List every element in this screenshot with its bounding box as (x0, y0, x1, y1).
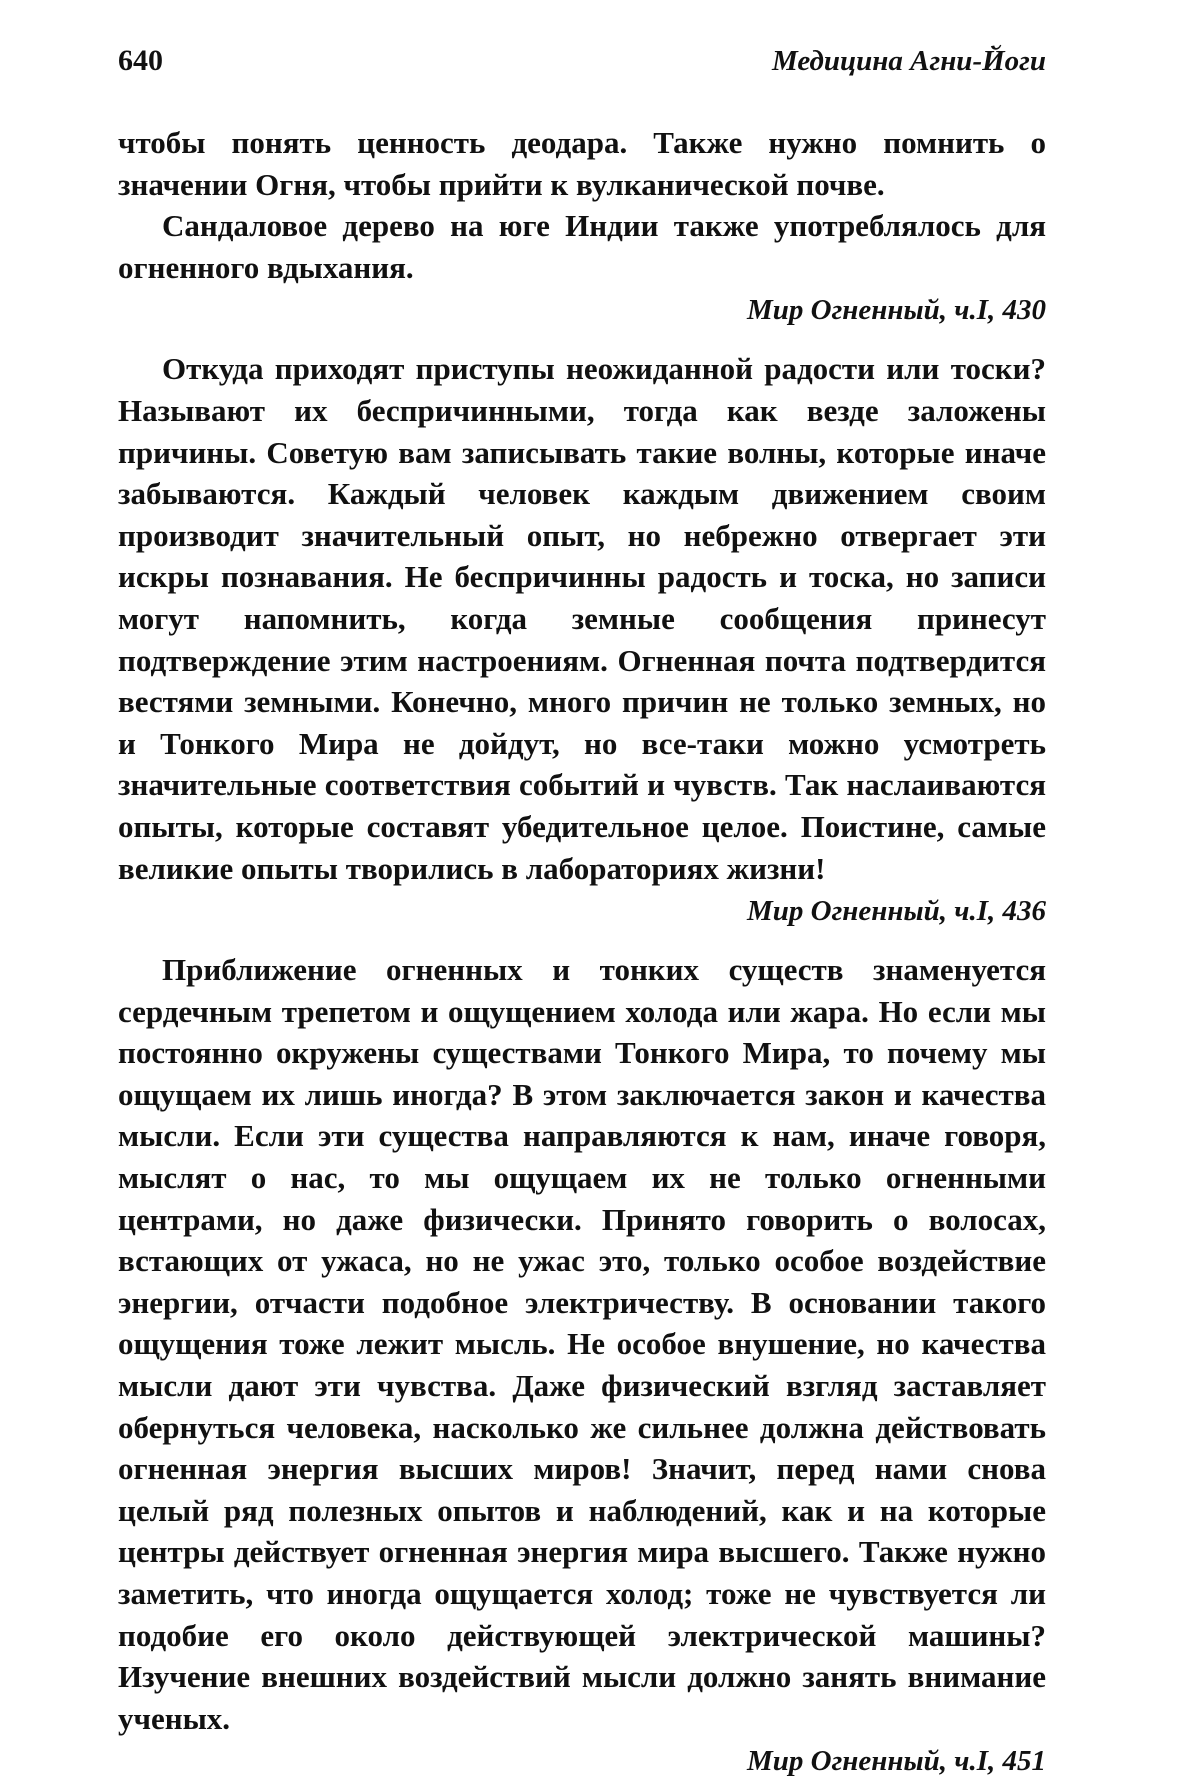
text-block-1 (118, 122, 1046, 330)
running-title: Медицина Агни-Йоги (772, 45, 1046, 77)
book-page (118, 44, 1046, 1781)
block-gap (118, 330, 1046, 348)
paragraph-continuation: чтобы понять ценность деодара. Также нужно помнить о значении Огня, чтобы прийти к вулканической почве. (118, 125, 1046, 202)
source-citation: Мир Огненный, ч.I, 436 (747, 895, 1046, 928)
page-number: 640 (118, 44, 163, 77)
text-block-2 (118, 348, 1046, 931)
paragraph: Откуда приходят приступы неожиданной радости или тоски? Называют их беспричинными, тогда как везде заложены причины. Советую вам записывать такие волны, которые иначе забываются. Каждый человек каждым движением своим производит значительный опыт, но небрежно отвергает эти искры познавания. Не беспричинны радость и тоска, но записи могут напомнить, когда земные сообщения принесут подтверждение этим настроениям. Огненная почта подтвердится вестями земными. Конечно, много причин не только земных, но и Тонкого Мира не дойдут, но все-таки можно усмотреть значительные соответствия событий и чувств. Так наслаиваются опыты, которые составят убедительное целое. Поистине, самые великие опыты творились в лабораториях жизни! (118, 351, 1046, 886)
text-block-3 (118, 949, 1046, 1781)
paragraph: Приближение огненных и тонких существ знаменуется сердечным трепетом и ощущением холода или жара. Но если мы постоянно окружены существами Тонкого Мира, то почему мы ощущаем их лишь иногда? В этом заключается закон и качества мысли. Если эти существа направляются к нам, иначе говоря, мыслят о нас, то мы ощущаем их не только огненными центрами, но даже физически. Принято говорить о волосах, встающих от ужаса, но не ужас это, только особое воздействие энергии, отчасти подобное электричеству. В основании такого ощущения тоже лежит мысль. Не особое внушение, но качества мысли дают эти чувства. Даже физический взгляд заставляет обернуться человека, насколько же сильнее должна действовать огненная энергия высших миров! Значит, перед нами снова целый ряд полезных опытов и наблюдений, как и на которые центры действует огненная энергия мира высшего. Также нужно заметить, что иногда ощущается холод; тоже не чувствуется ли подобие его около действующей электрической машины? Изучение внешних воздействий мысли должно занять внимание ученых. (118, 952, 1046, 1736)
source-citation: Мир Огненный, ч.I, 451 (747, 1745, 1046, 1778)
block-gap (118, 931, 1046, 949)
paragraph: Сандаловое дерево на юге Индии также употреблялось для огненного вдыхания. (118, 208, 1046, 285)
page-header (118, 44, 1046, 92)
source-citation: Мир Огненный, ч.I, 430 (747, 294, 1046, 327)
